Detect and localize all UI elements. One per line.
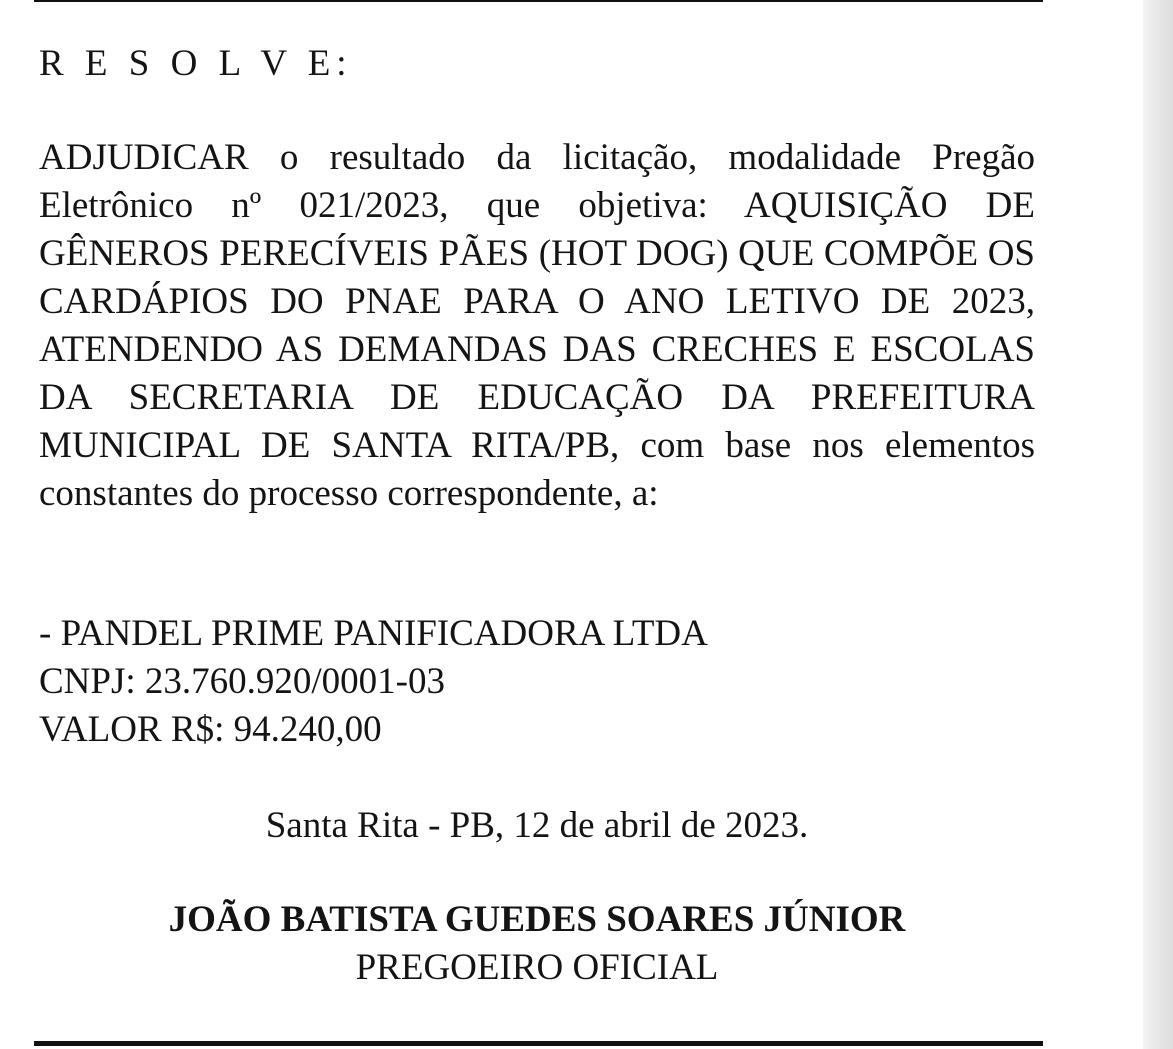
place-and-date: Santa Rita - PB, 12 de abril de 2023.: [265, 805, 809, 846]
bottom-divider: [34, 1041, 1043, 1046]
signatory-title: PREGOEIRO OFICIAL: [355, 947, 719, 988]
signatory-name: JOÃO BATISTA GUEDES SOARES JÚNIOR: [168, 899, 906, 940]
heading-resolve: R E S O L V E:: [39, 43, 353, 84]
resolution-paragraph: ADJUDICAR o resultado da licitação, modalidade Pregão Eletrônico nº 021/2023, que objetiva: AQUISIÇÃO DE GÊNEROS PERECÍVEIS PÃES (HOT DOG) QUE COMPÕE OS CARDÁPIOS DO PNAE PARA O ANO LETIVO DE 2023, ATENDENDO AS DEMANDAS DAS CRECHES E ESCOLAS DA SECRETARIA DE EDUCAÇÃO DA PREFEITURA MUNICIPAL DE SANTA RITA/PB, com base nos elementos constantes do processo correspondente, a:: [39, 137, 1035, 514]
vendor-value: VALOR R$: 94.240,00: [39, 709, 382, 750]
vendor-block: [39, 610, 1035, 754]
top-divider: [34, 0, 1043, 2]
page-edge-shadow: [1143, 0, 1173, 1049]
vendor-name: - PANDEL PRIME PANIFICADORA LTDA: [39, 613, 708, 654]
vendor-cnpj: CNPJ: 23.760.920/0001-03: [39, 661, 446, 702]
